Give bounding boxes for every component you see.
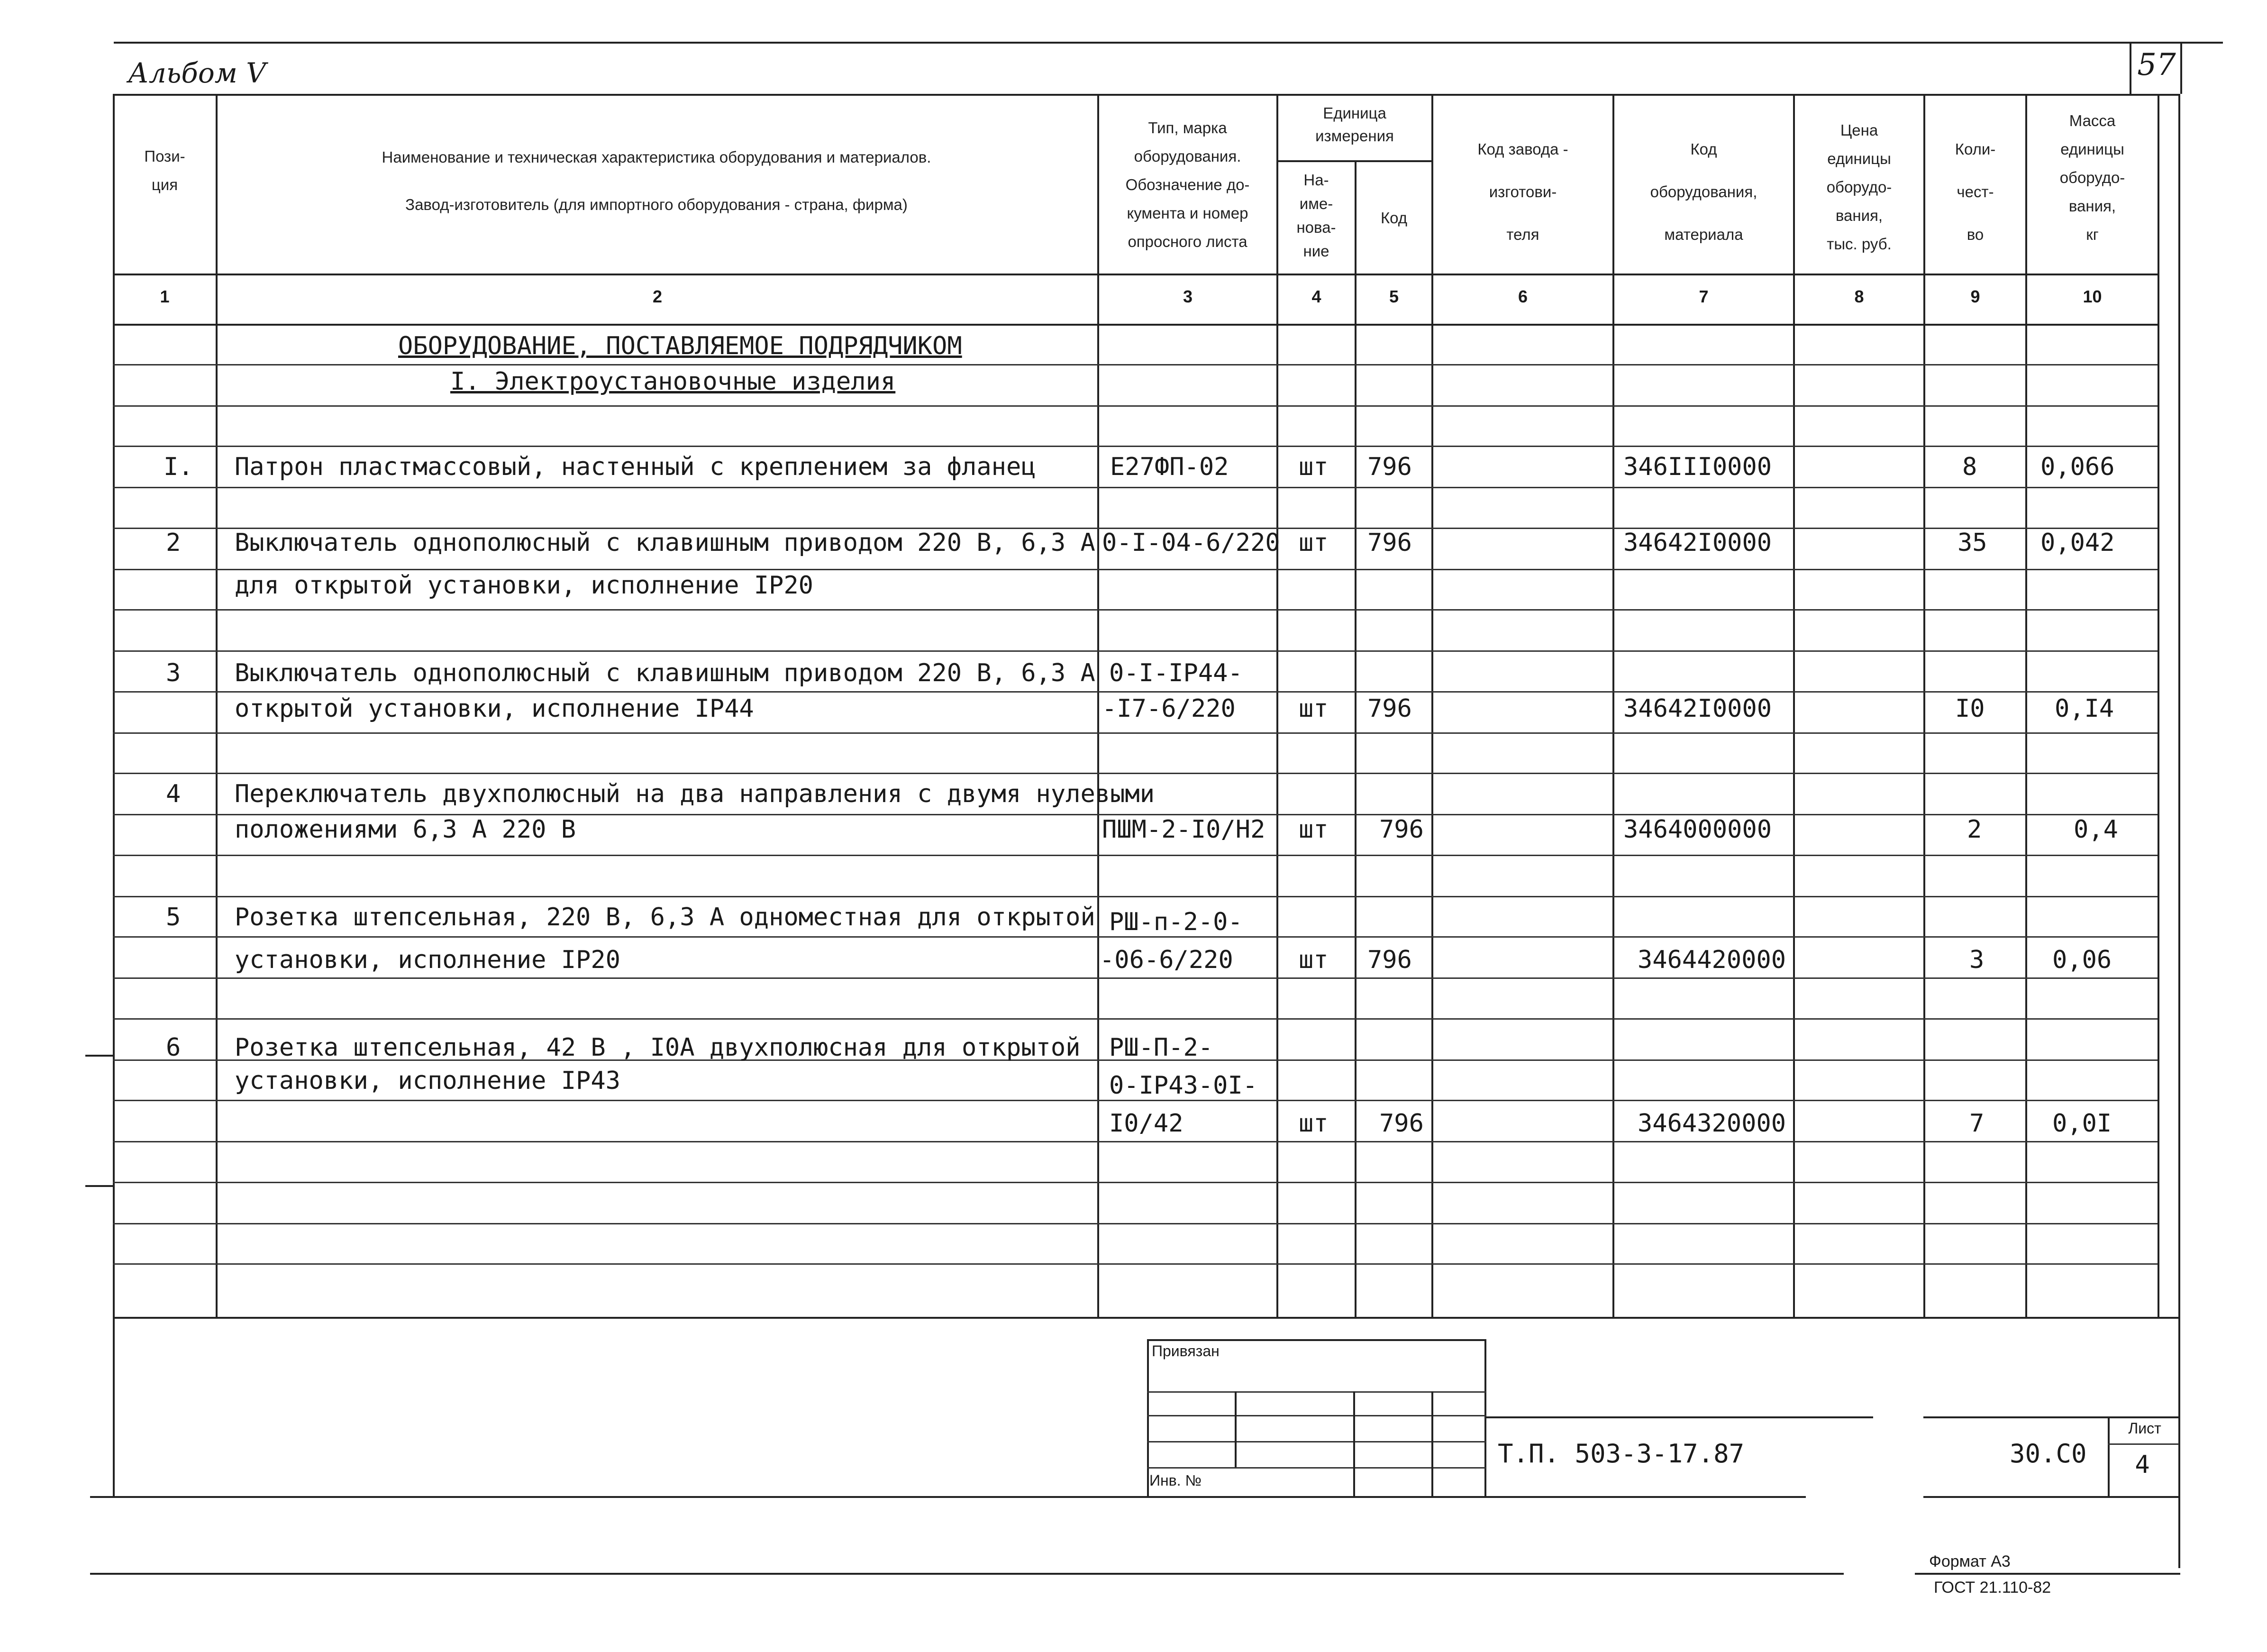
item-mass: 0,06 xyxy=(2052,946,2112,974)
item-mass: 0,0I xyxy=(2052,1109,2112,1138)
item-pos: 3 xyxy=(166,659,181,687)
item-unit: шт xyxy=(1299,453,1329,481)
item-unit: шт xyxy=(1299,946,1329,974)
item-mass: 0,I4 xyxy=(2055,694,2114,723)
item-name-line2: для открытой установки, исполнение IP20 xyxy=(235,571,813,600)
col-num-2: 2 xyxy=(652,287,663,306)
col-num-1: 1 xyxy=(160,287,170,306)
stamp-bound-label: Привязан xyxy=(1152,1342,1220,1360)
item-type-line2: -06-6/220 xyxy=(1100,946,1233,974)
album-label: Альбом V xyxy=(128,57,266,89)
col-num-9: 9 xyxy=(1970,287,1980,306)
col-num-8: 8 xyxy=(1854,287,1864,306)
item-equip-code: 3464000000 xyxy=(1623,815,1772,844)
item-unit: шт xyxy=(1299,529,1329,557)
item-mass: 0,4 xyxy=(2074,815,2118,844)
item-unit: шт xyxy=(1299,694,1329,723)
sheet-label: Лист xyxy=(2128,1420,2161,1437)
item-name-line2: положениями 6,3 А 220 В xyxy=(235,815,576,844)
sheet-number: 4 xyxy=(2135,1451,2150,1479)
item-type-line2: 0-IP43-0I- xyxy=(1109,1071,1258,1100)
item-name-line2: установки, исполнение IP20 xyxy=(235,946,620,974)
item-type: РШ-П-2- xyxy=(1109,1033,1213,1062)
col-num-5: 5 xyxy=(1389,287,1399,306)
col-num-4: 4 xyxy=(1311,287,1321,306)
stamp-inv-label: Инв. № xyxy=(1149,1472,1202,1489)
header-equip-code: Код оборудования, материала xyxy=(1650,140,1757,243)
item-unit: шт xyxy=(1299,1109,1329,1138)
col-num-10: 10 xyxy=(2083,287,2102,306)
gost-label: ГОСТ 21.110-82 xyxy=(1934,1579,2051,1597)
item-qty: 35 xyxy=(1957,529,1987,557)
item-unit-code: 796 xyxy=(1379,1109,1424,1138)
format-label: Формат А3 xyxy=(1929,1552,2011,1570)
item-type-line3: I0/42 xyxy=(1109,1109,1184,1138)
item-type-line2: -I7-6/220 xyxy=(1102,694,1236,723)
header-name: Наименование и техническая характеристика оборудования и материалов. Завод-изготовитель (для импортного оборудования - страна, фирма) xyxy=(382,148,931,213)
header-qty: Коли- чест- во xyxy=(1955,140,1996,243)
header-plant-code: Код завода - изготови- теля xyxy=(1477,140,1568,243)
col-num-7: 7 xyxy=(1699,287,1709,306)
item-qty: I0 xyxy=(1955,694,1985,723)
item-pos: I. xyxy=(164,453,193,481)
item-name: Патрон пластмассовый, настенный с креплением за фланец xyxy=(235,453,1036,481)
header-unit-group: Единица измерения xyxy=(1315,104,1394,145)
item-type: 0-I-04-6/220 xyxy=(1102,529,1280,557)
item-type: Е27ФП-02 xyxy=(1110,453,1229,481)
item-unit-code: 796 xyxy=(1367,946,1412,974)
item-name: Выключатель однополюсный с клавишным приводом 220 В, 6,3 А xyxy=(235,659,1095,687)
item-qty: 2 xyxy=(1967,815,1982,844)
section-title: ОБОРУДОВАНИЕ, ПОСТАВЛЯЕМОЕ ПОДРЯДЧИКОМ xyxy=(398,332,962,360)
header-unit-code: Код xyxy=(1380,209,1408,227)
item-unit-code: 796 xyxy=(1379,815,1424,844)
header-price: Цена единицы оборудо- вания, тыс. руб. xyxy=(1826,121,1892,253)
item-type: 0-I-IP44- xyxy=(1109,659,1243,687)
item-mass: 0,066 xyxy=(2040,453,2115,481)
col-num-6: 6 xyxy=(1518,287,1528,306)
item-name: Переключатель двухполюсный на два направления с двумя нулевыми xyxy=(235,780,1155,808)
item-unit-code: 796 xyxy=(1367,453,1412,481)
item-qty: 3 xyxy=(1969,946,1985,974)
header-type: Тип, марка оборудования. Обозначение до- кумента и номер опросного листа xyxy=(1125,119,1250,250)
document-code: Т.П. 503-3-17.87 xyxy=(1498,1439,1745,1469)
sheet-code: 30.С0 xyxy=(2010,1439,2087,1469)
item-type: РШ-п-2-0- xyxy=(1109,908,1243,936)
item-mass: 0,042 xyxy=(2040,529,2115,557)
item-pos: 4 xyxy=(166,780,181,808)
item-equip-code: 3464320000 xyxy=(1638,1109,1786,1138)
item-equip-code: 34642I0000 xyxy=(1623,694,1772,723)
header-mass: Масса единицы оборудо- вания, кг xyxy=(2059,112,2125,243)
item-name-line2: установки, исполнение IP43 xyxy=(235,1067,620,1095)
item-name-line2: открытой установки, исполнение IP44 xyxy=(235,694,754,723)
item-name: Выключатель однополюсный с клавишным приводом 220 В, 6,3 А xyxy=(235,529,1095,557)
item-unit: шт xyxy=(1299,815,1329,844)
item-qty: 8 xyxy=(1962,453,1977,481)
subsection-title: I. Электроустановочные изделия xyxy=(450,367,896,396)
col-num-3: 3 xyxy=(1183,287,1193,306)
item-pos: 6 xyxy=(166,1033,181,1062)
item-equip-code: 3464420000 xyxy=(1638,946,1786,974)
item-qty: 7 xyxy=(1969,1109,1985,1138)
item-unit-code: 796 xyxy=(1367,694,1412,723)
item-equip-code: 34642I0000 xyxy=(1623,529,1772,557)
item-equip-code: 346III0000 xyxy=(1623,453,1772,481)
header-unit-name: На- име- нова- ние xyxy=(1296,171,1336,260)
item-pos: 2 xyxy=(166,529,181,557)
item-type: ПШМ-2-I0/Н2 xyxy=(1102,815,1266,844)
page-number: 57 xyxy=(2137,47,2176,82)
item-name: Розетка штепсельная, 220 В, 6,3 А одноместная для открытой xyxy=(235,903,1095,931)
item-name: Розетка штепсельная, 42 В , I0А двухполюсная для открытой xyxy=(235,1033,1081,1062)
item-unit-code: 796 xyxy=(1367,529,1412,557)
header-pos: Пози- ция xyxy=(144,147,185,193)
item-pos: 5 xyxy=(166,903,181,931)
